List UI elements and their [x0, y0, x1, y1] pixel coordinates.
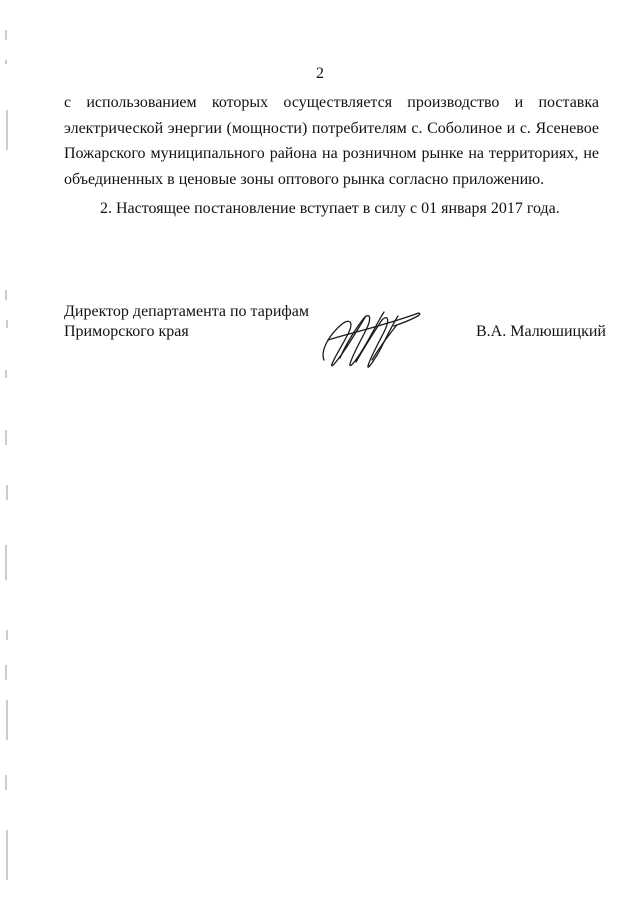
signatory-title-line-2: Приморского края: [64, 323, 189, 340]
paragraph-1-line: с использованием которых осуществляется производство и поставка: [64, 94, 599, 111]
paragraph-1-line: Пожарского муниципального района на розничном рынке на территориях, не: [64, 145, 599, 162]
paragraph-1-line: электрической энергии (мощности) потребителям с. Соболиное и с. Ясеневое: [64, 119, 599, 137]
scan-edge-marks: [0, 0, 14, 905]
signatory-title-line-1: Директор департамента по тарифам: [64, 303, 309, 320]
signatory-name: В.А. Малюшицкий: [476, 323, 606, 340]
page-number: 2: [316, 65, 324, 82]
handwritten-signature: [316, 300, 426, 375]
paragraph-2: 2. Настоящее постановление вступает в силу с 01 января 2017 года.: [100, 200, 560, 217]
paragraph-1-last-line: объединенных в ценовые зоны оптового рынка согласно приложению.: [64, 170, 545, 188]
signatory-title: [64, 302, 309, 342]
paragraph-1: [64, 90, 599, 192]
